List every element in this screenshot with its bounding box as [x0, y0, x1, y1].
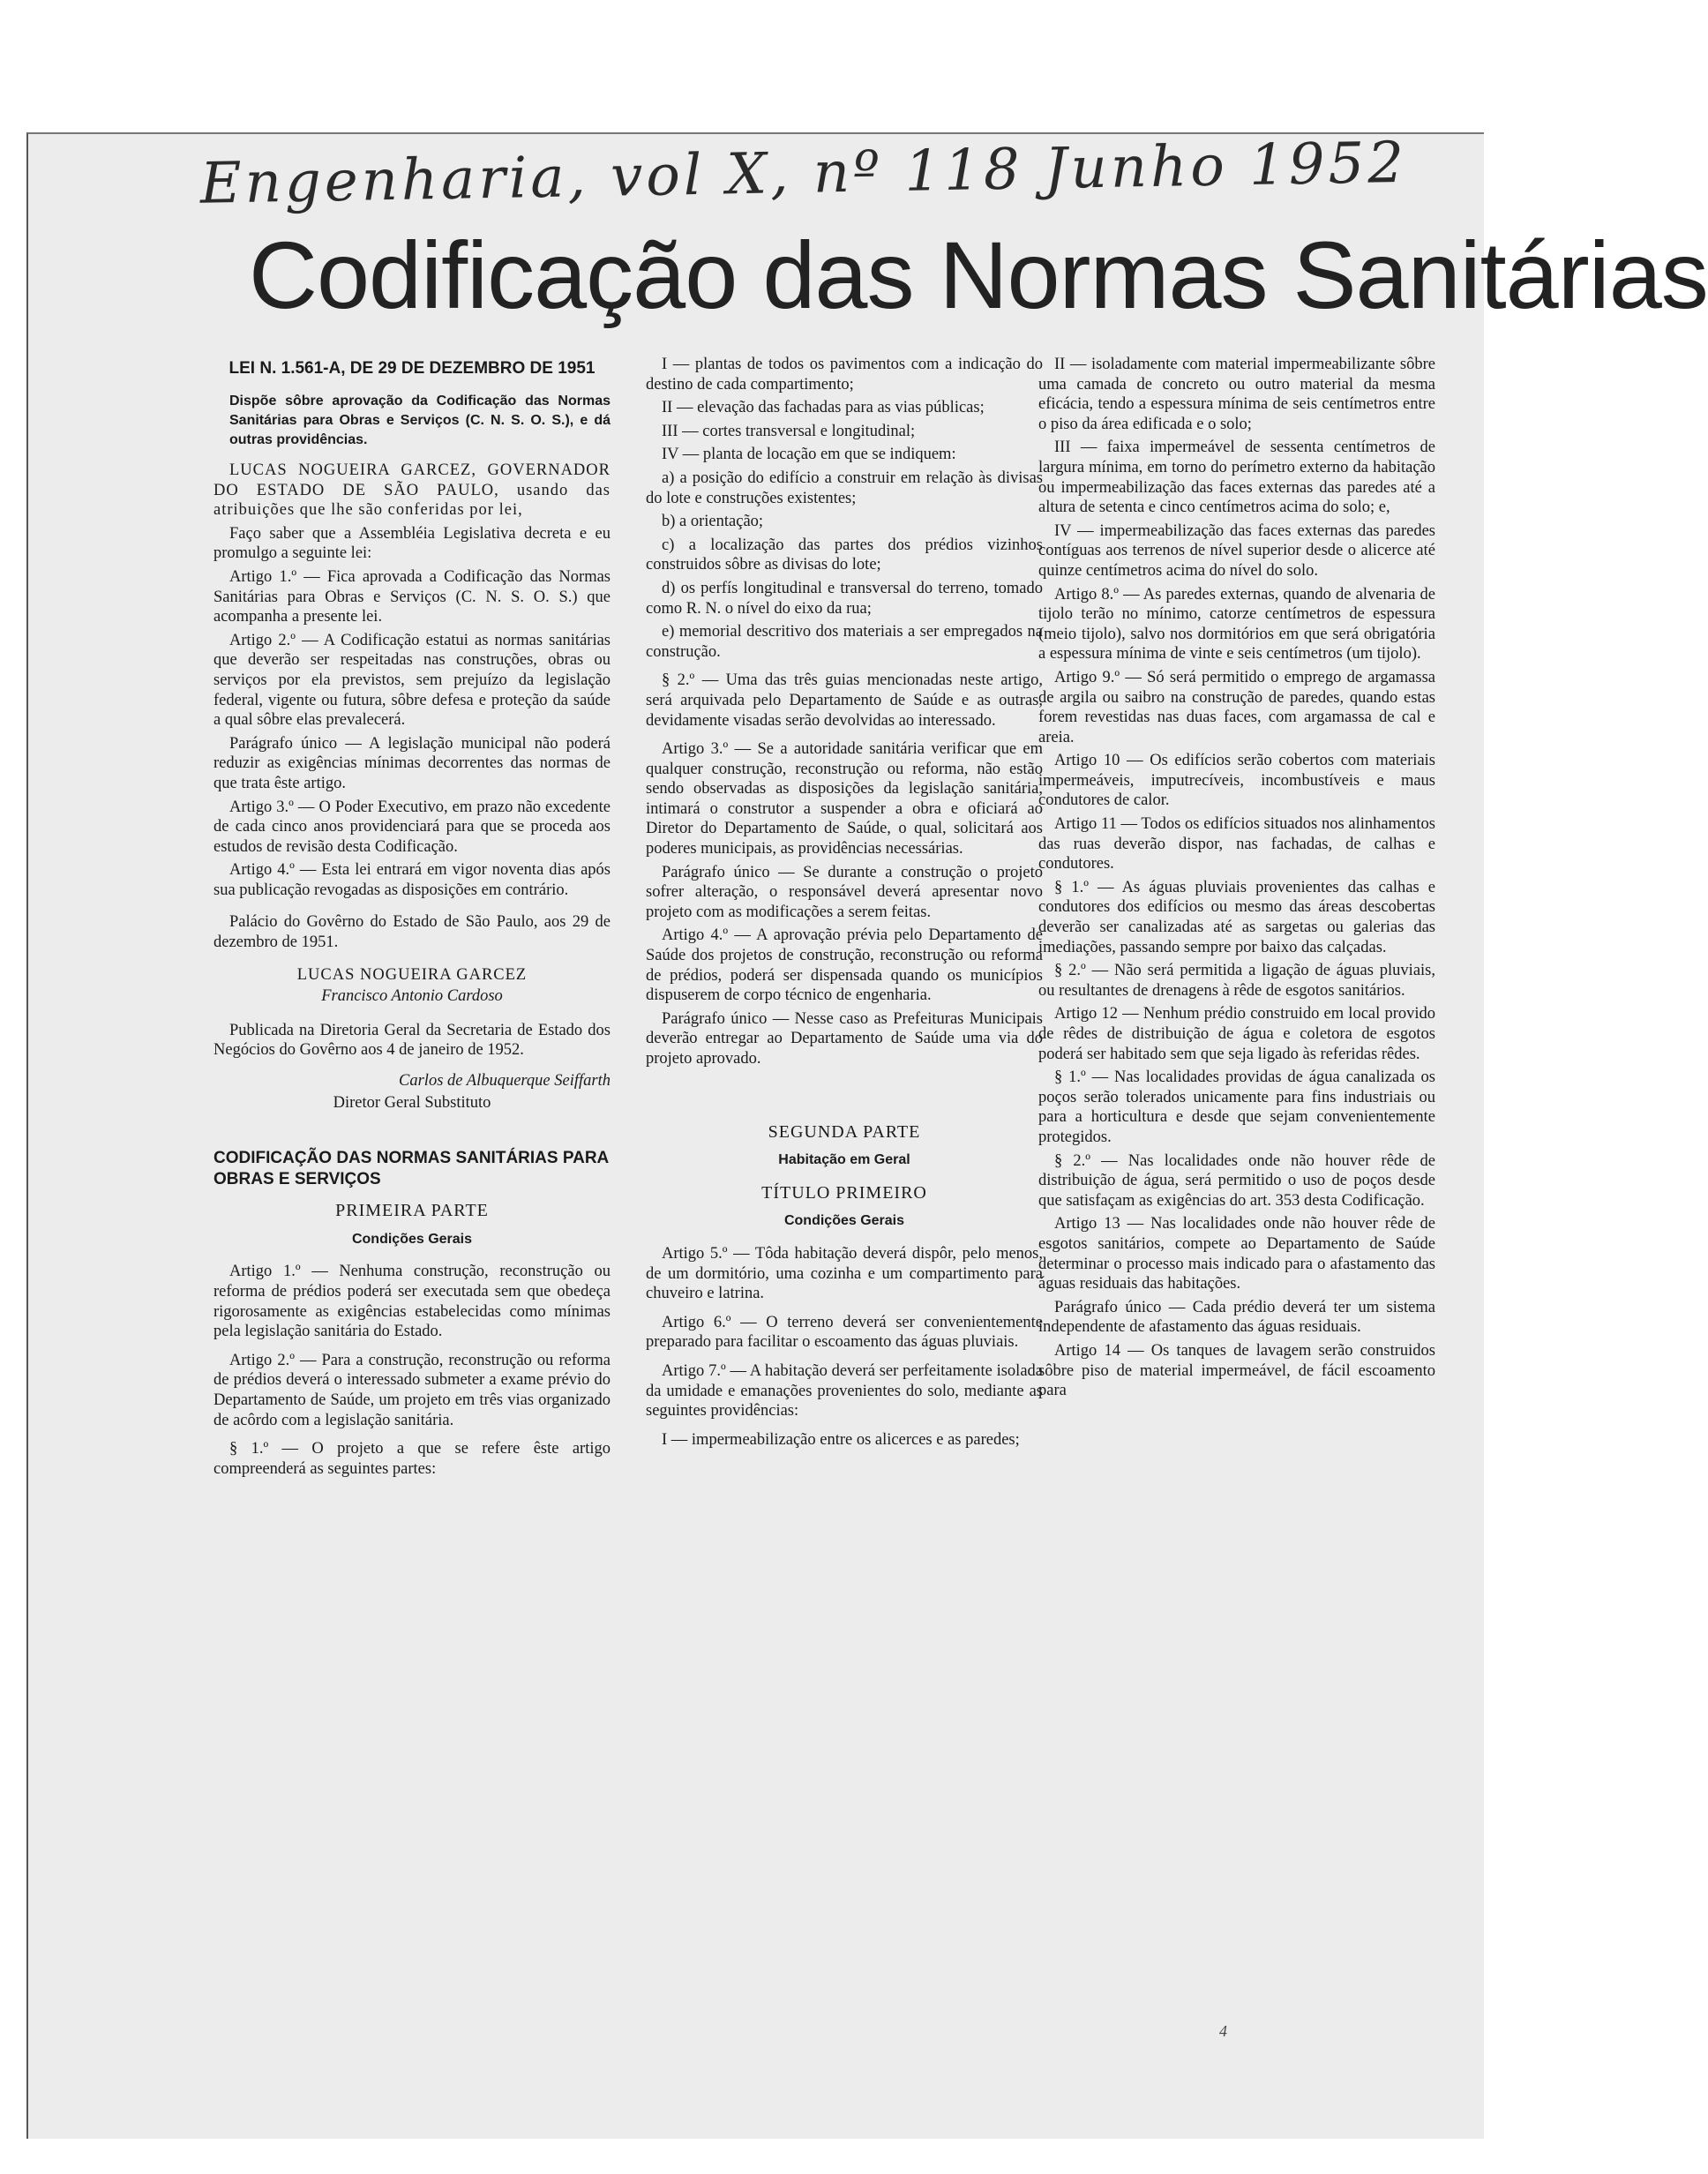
housing-heading: Habitação em Geral — [778, 1152, 910, 1168]
law-paragraph-unico: Parágrafo único — A legislação municipal não poderá reduzir as exigências mínimas decorrentes das normas de que trata êste artigo. — [214, 734, 611, 792]
code-article-14: Artigo 14 — Os tanques de lavagem serão construidos sôbre piso de material impermeável, de fácil escoamento para — [1038, 1341, 1435, 1400]
signature-governor: LUCAS NOGUEIRA GARCEZ — [296, 965, 528, 984]
code-article-5: Artigo 5.º — Tôda habitação deverá dispôr, pelo menos, de um dormitório, uma cozinha e um compartimento para chuveiro e latrina. — [646, 1244, 1043, 1303]
law-article-2: Artigo 2.º — A Codificação estatui as normas sanitárias que deverão ser respeitadas nas construções, obras ou serviços por ela previstos, sem prejuízo da legislação federal, vigente ou futura, sôbre defesa e proteção da saúde a qual sôbre elas prevalecerá. — [214, 631, 611, 730]
item-c: c) a localização das partes dos prédios vizinhos construidos sôbre as divisas do lote; — [646, 536, 1043, 574]
code-article-12-paragraph-1: § 1.º — Nas localidades providas de água canalizada os poços serão tolerados unicamente para fins industriais ou para a horticultura e desde que sejam convenientemente protegidos. — [1038, 1068, 1435, 1146]
general-conditions-heading: Condições Gerais — [351, 1231, 473, 1247]
law-article-4: Artigo 4.º — Esta lei entrará em vigor noventa dias após sua publicação revogadas as disposições em contrário. — [214, 861, 611, 899]
codification-heading: CODIFICAÇÃO DAS NORMAS SANITÁRIAS PARA OBRAS E SERVIÇOS — [214, 1149, 609, 1189]
signature-director-title: Diretor Geral Substituto — [333, 1093, 491, 1112]
code-article-13-paragraph-unico: Parágrafo único — Cada prédio deverá ter um sistema independente de afastamento das águas residuais. — [1038, 1298, 1435, 1337]
column-2 — [646, 355, 1043, 2119]
palacio-date: Palácio do Govêrno do Estado de São Paulo, aos 29 de dezembro de 1951. — [214, 913, 611, 952]
code-article-11: Artigo 11 — Todos os edifícios situados nos alinhamentos das ruas deverão dispor, nas fachadas, de calhas e condutores. — [1038, 815, 1435, 873]
column-1 — [214, 355, 611, 2119]
item-ii-isolation: II — isoladamente com material impermeabilizante sôbre uma camada de concreto ou outro material da mesma eficácia, tendo a espessura mínima de seis centímetros entre o piso da área edificada e o solo; — [1038, 356, 1435, 433]
code-article-11-paragraph-1: § 1.º — As águas pluviais provenientes das calhas e condutores dos edifícios ou mesmo das áreas descobertas deverão ser canalizadas até as sargetas ou galerias das imediações, passando sempre por baixo das calçadas. — [1038, 878, 1435, 956]
code-article-11-paragraph-2: § 2.º — Não será permitida a ligação de águas pluviais, ou resultantes de drenagens à rêde de esgotos sanitários. — [1038, 962, 1435, 1000]
page-mark: 4 — [1219, 2022, 1227, 2040]
code-article-3-paragraph-unico: Parágrafo único — Se durante a construção o projeto sofrer alteração, o responsável deverá apresentar novo projeto com as modificações a serem feitas. — [646, 863, 1043, 921]
handwritten-citation: Engenharia, vol X, nº 118 Junho 1952 — [199, 130, 1408, 217]
code-article-7: Artigo 7.º — A habitação deverá ser perfeitamente isolada da umidade e emanações provenientes do solo, mediante as seguintes providências: — [646, 1361, 1043, 1421]
item-iv: IV — planta de locação em que se indiquem: — [662, 446, 956, 464]
general-conditions-heading-2: Condições Gerais — [783, 1213, 905, 1229]
code-article-2-paragraph-1: § 1.º — O projeto a que se refere êste artigo compreenderá as seguintes partes: — [214, 1440, 611, 1478]
part-2-heading: SEGUNDA PARTE — [768, 1121, 921, 1142]
item-d: d) os perfís longitudinal e transversal do terreno, tomado como R. N. o nível do eixo da rua; — [646, 579, 1043, 618]
governor-intro: LUCAS NOGUEIRA GARCEZ, GOVERNADOR DO ESTADO DE SÃO PAULO, usando das atribuições que lhe são conferidas por lei, — [214, 461, 611, 520]
item-a: a) a posição do edifício a construir em relação às divisas do lote e construções existentes; — [646, 469, 1043, 507]
code-article-2: Artigo 2.º — Para a construção, reconstrução ou reforma de prédios deverá o interessado submeter a exame prévio do Departamento de Saúde, um projeto em três vias organizado de acôrdo com a legislação sanitária. — [214, 1351, 611, 1429]
paragraph-faco-saber: Faço saber que a Assembléia Legislativa decreta e eu promulgo a seguinte lei: — [214, 524, 611, 563]
page-title: Codificação das Normas Sanitárias — [249, 221, 1708, 328]
code-article-4-paragraph-unico: Parágrafo único — Nesse caso as Prefeituras Municipais deverão entregar ao Departamento de Saúde uma via do projeto aprovado. — [646, 1009, 1043, 1068]
column-3 — [1038, 355, 1435, 2119]
signature-director: Carlos de Albuquerque Seiffarth — [399, 1072, 611, 1091]
signature-secretary: Francisco Antonio Cardoso — [321, 987, 503, 1006]
law-article-1: Artigo 1.º — Fica aprovada a Codificação das Normas Sanitárias para Obras e Serviços (C. N. S. O. S.) que acompanha a presente lei. — [214, 567, 611, 626]
code-article-9: Artigo 9.º — Só será permitido o emprego de argamassa de argila ou saibro na construção de paredes, quando estas forem revestidas nas duas faces, com argamassa de cal e areia. — [1038, 668, 1435, 746]
law-heading: LEI N. 1.561-A, DE 29 DE DEZEMBRO DE 1951 — [228, 359, 596, 378]
law-summary: Dispõe sôbre aprovação da Codificação das Normas Sanitárias para Obras e Serviços (C. N. S. O. S.), e dá outras providências. — [229, 394, 611, 447]
paragraph-2: § 2.º — Uma das três guias mencionadas neste artigo, será arquivada pelo Departamento de Saúde e as outras, devidamente visadas serão devolvidas ao interessado. — [646, 671, 1043, 730]
code-article-13: Artigo 13 — Nas localidades onde não houver rêde de esgotos sanitários, compete ao Departamento de Saúde determinar o processo mais indicado para o afastamento das águas residuais das habitações. — [1038, 1215, 1435, 1293]
item-i: I — plantas de todos os pavimentos com a indicação do destino de cada compartimento; — [646, 356, 1043, 394]
code-article-12: Artigo 12 — Nenhum prédio construido em local provido de rêdes de distribuição de água e coletora de esgotos poderá ser habitado sem que seja ligado às referidas rêdes. — [1038, 1005, 1435, 1063]
part-1-heading: PRIMEIRA PARTE — [335, 1201, 489, 1221]
code-article-1: Artigo 1.º — Nenhuma construção, reconstrução ou reforma de prédios poderá ser executada sem que obedeça rigorosamente as exigências estabelecidas como mínimas pela legislação sanitária do Estado. — [214, 1263, 611, 1341]
document-page — [26, 130, 1708, 2139]
publication-note: Publicada na Diretoria Geral da Secretaria de Estado dos Negócios do Govêrno aos 4 de janeiro de 1952. — [214, 1021, 611, 1060]
code-article-4: Artigo 4.º — A aprovação prévia pelo Departamento de Saúde dos projetos de construção, reconstrução ou reforma de prédios, poderá ser dispensada quando os municípios dispuserem de corpo técnico de engenharia. — [646, 926, 1043, 1005]
code-article-12-paragraph-2: § 2.º — Nas localidades onde não houver rêde de distribuição de água, será permitido o uso de poços desde que satisfaçam as exigências do art. 353 desta Codificação. — [1038, 1151, 1435, 1210]
code-article-7-item-i: I — impermeabilização entre os alicerces e as paredes; — [662, 1430, 1020, 1449]
title-1-heading: TÍTULO PRIMEIRO — [761, 1182, 927, 1203]
item-iii-strip: III — faixa impermeável de sessenta centímetros de largura mínima, em torno do perímetro externo da habitação ou impermeabilização das faces externas das paredes até a altura de setenta e cinco centímetros acima do solo; e, — [1038, 439, 1435, 517]
code-article-3: Artigo 3.º — Se a autoridade sanitária verificar que em qualquer construção, reconstrução ou reforma, não estão sendo observadas as disposições da legislação sanitária, intimará o construtor a suspender a obra e oficiará ao Diretor do Departamento de Saúde, o qual, solicitará aos poderes municipais, as providências necessárias. — [646, 740, 1043, 858]
code-article-8: Artigo 8.º — As paredes externas, quando de alvenaria de tijolo terão no mínimo, catorze centímetros de espessura (meio tijolo), salvo nos dormitórios em que será obrigatória a espessura mínima de vinte e seis centímetros (um tijolo). — [1038, 585, 1435, 663]
item-ii: II — elevação das fachadas para as vias públicas; — [662, 399, 985, 417]
item-iv-waterproofing: IV — impermeabilização das faces externas das paredes contíguas aos terrenos de nível superior desde o alicerce até quinze centímetros acima do nível do solo. — [1038, 521, 1435, 580]
item-iii: III — cortes transversal e longitudinal; — [662, 422, 916, 440]
code-article-6: Artigo 6.º — O terreno deverá ser convenientemente preparado para facilitar o escoamento das águas pluviais. — [646, 1313, 1043, 1352]
code-article-10: Artigo 10 — Os edifícios serão cobertos com materiais impermeáveis, imputrecíveis, incombustíveis e maus condutores de calor. — [1038, 752, 1435, 810]
law-article-3: Artigo 3.º — O Poder Executivo, em prazo não excedente de cada cinco anos providenciará para que se proceda aos estudos de revisão desta Codificação. — [214, 798, 611, 856]
item-b: b) a orientação; — [662, 513, 764, 531]
item-e: e) memorial descritivo dos materiais a ser empregados na construção. — [646, 623, 1043, 661]
